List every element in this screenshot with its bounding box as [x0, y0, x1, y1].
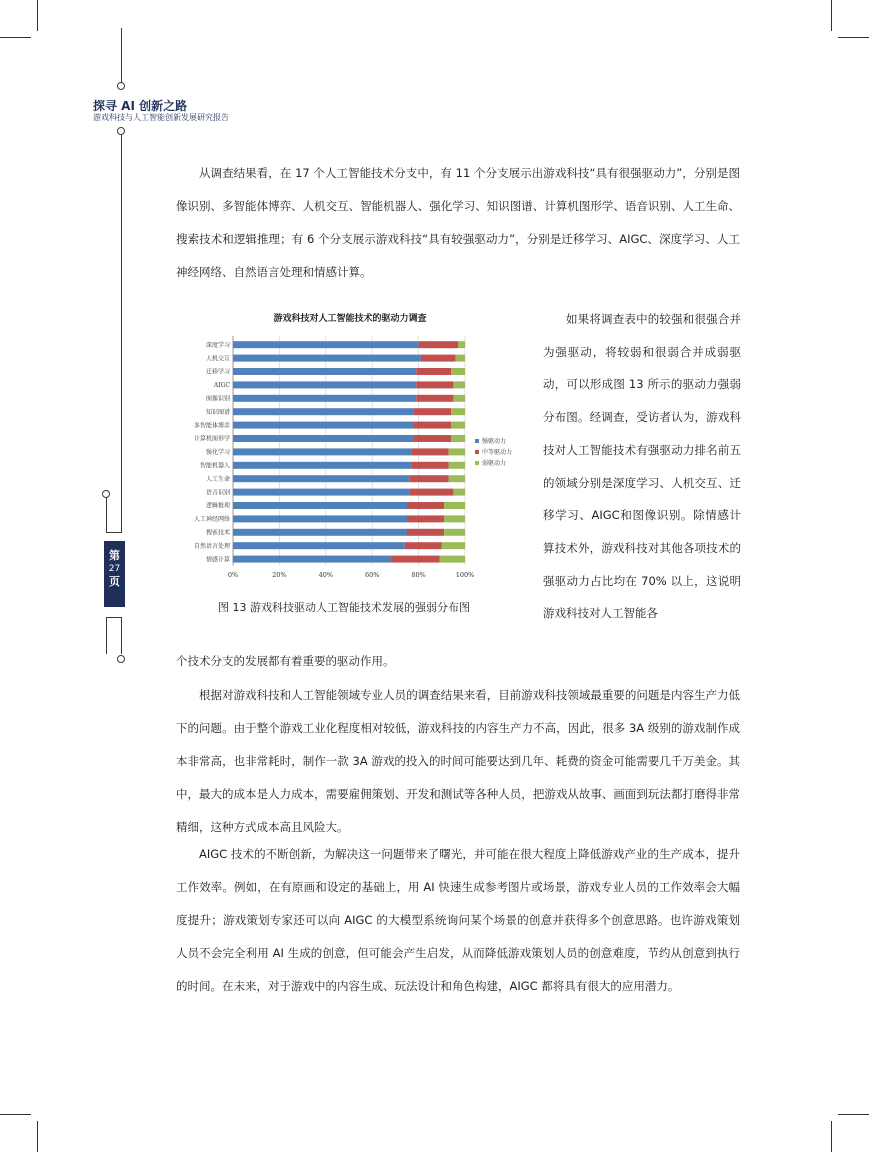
crop-mark: [37, 1121, 38, 1152]
category-label: 图像识别: [205, 395, 230, 403]
crop-mark: [37, 0, 38, 31]
bar-segment: [405, 542, 442, 549]
margin-rule: [106, 617, 107, 654]
chart-x-ticks: [228, 571, 474, 579]
category-label: 搜索技术: [205, 529, 230, 537]
bar-segment: [407, 502, 444, 509]
chart-category-labels: [194, 341, 230, 563]
bar-segment: [421, 355, 456, 362]
x-tick-label: 100%: [455, 570, 475, 579]
bar-segment: [416, 395, 453, 402]
bar-segment: [233, 489, 409, 496]
category-label: 知识图谱: [205, 408, 230, 416]
category-label: 多智能体博弈: [193, 422, 230, 430]
bar-segment: [444, 502, 465, 509]
category-label: 迁移学习: [205, 368, 230, 376]
bar-segment: [444, 529, 465, 536]
bar-segment: [233, 355, 421, 362]
bar-segment: [458, 341, 465, 348]
chart-bars: [233, 341, 465, 562]
crop-mark: [838, 37, 869, 38]
bar-segment: [233, 515, 407, 522]
bar-segment: [453, 395, 465, 402]
margin-rule: [121, 135, 122, 532]
page-label-top: 第: [109, 549, 120, 562]
margin-dot: [117, 655, 125, 663]
bar-segment: [233, 542, 405, 549]
margin-rule: [121, 28, 122, 83]
bar-segment: [233, 475, 409, 482]
category-label: 强化学习: [205, 449, 230, 457]
bar-segment: [412, 448, 449, 455]
bar-segment: [233, 422, 414, 429]
margin-dot: [102, 490, 110, 498]
legend-label: 中等驱动力: [482, 449, 513, 456]
chart-legend: [475, 437, 512, 467]
paragraph-2-continued: 个技术分支的发展都有着重要的驱动作用。: [176, 654, 395, 668]
bar-segment: [391, 556, 440, 563]
bar-segment: [233, 381, 416, 388]
bar-segment: [439, 556, 465, 563]
legend-swatch: [475, 461, 479, 465]
stacked-bar-chart: [185, 303, 530, 585]
x-tick-label: 80%: [411, 570, 426, 579]
bar-segment: [414, 422, 451, 429]
bar-segment: [407, 515, 444, 522]
side-paragraph: 如果将调查表中的较强和很强合并为强驱动，将较弱和很弱合并成弱驱动，可以形成图 13 所示的驱动力强弱分布图。经调查，受访者认为，游戏科技对人工智能技术有强驱动力排名前五的领域分别是深度学习、人机交互、迁移学习、AIGC和图像识别。除情感计算技术外，游戏科技对其他各项技术的强驱动力占比均在 70% 以上，这说明游戏科技对人工智能各: [543, 312, 741, 621]
report-title: 探寻 AI 创新之路: [93, 99, 188, 113]
bar-segment: [453, 381, 465, 388]
chart-title: 游戏科技对人工智能技术的驱动力调查: [273, 314, 427, 324]
bar-segment: [414, 408, 451, 415]
bar-segment: [453, 489, 465, 496]
category-label: 深度学习: [205, 341, 230, 349]
bar-segment: [416, 381, 453, 388]
bar-segment: [233, 502, 407, 509]
category-label: 人工生命: [205, 475, 230, 483]
bar-segment: [233, 529, 407, 536]
legend-swatch: [475, 450, 479, 454]
bar-segment: [233, 408, 414, 415]
category-label: AIGC: [213, 382, 230, 390]
figure-caption: 图 13 游戏科技驱动人工智能技术发展的强弱分布图: [218, 601, 470, 614]
bar-segment: [233, 556, 391, 563]
margin-rule: [106, 532, 122, 533]
bar-segment: [233, 341, 419, 348]
bar-segment: [416, 368, 451, 375]
category-label: 计算机图形学: [193, 435, 230, 443]
legend-label: 弱驱动力: [482, 460, 507, 467]
bar-segment: [233, 448, 412, 455]
crop-mark: [0, 1114, 31, 1115]
category-label: 情感计算: [205, 556, 230, 564]
paragraph-3: 根据对游戏科技和人工智能领域专业人员的调查结果来看，目前游戏科技领域最重要的问题是内容生产力低下的问题。由于整个游戏工业化程度相对较低，游戏科技的内容生产力不高，因此，很多 3A 级别的游戏制作成本非常高，也非常耗时，制作一款 3A 游戏的投入的时间可能要达到几年、耗费的资金可能需要几千万美金。其中，最大的成本是人力成本，需要雇佣策划、开发和测试等各种人员，把游戏从故事、画面到玩法都打磨得非常精细，这种方式成本高且风险大。: [176, 688, 740, 834]
bar-segment: [419, 341, 458, 348]
x-tick-label: 40%: [318, 570, 334, 579]
margin-rule: [106, 617, 122, 618]
margin-rule: [121, 617, 122, 654]
bar-segment: [451, 368, 465, 375]
bar-segment: [449, 448, 465, 455]
page-number-tab: [104, 541, 125, 607]
crop-mark: [838, 1114, 869, 1115]
category-label: 自然语言处理: [193, 542, 230, 550]
crop-mark: [831, 0, 832, 31]
bar-segment: [233, 395, 416, 402]
bar-segment: [412, 462, 449, 469]
paragraph-1: 从调查结果看，在 17 个人工智能技术分支中，有 11 个分支展示出游戏科技“具有很强驱动力”，分别是图像识别、多智能体博弈、人机交互、智能机器人、强化学习、知识图谱、计算机图形学、语音识别、人工生命、搜索技术和逻辑推理；有 6 个分支展示游戏科技“具有较强驱动力”，分别是迁移学习、AIGC、深度学习、人工神经网络、自然语言处理和情感计算。: [176, 166, 740, 279]
bar-segment: [444, 515, 465, 522]
page-number: 27: [108, 564, 121, 574]
category-label: 语音识别: [205, 489, 230, 497]
x-tick-label: 0%: [227, 570, 239, 579]
legend-swatch: [475, 439, 479, 443]
report-subtitle: 游戏科技与人工智能创新发展研究报告: [93, 113, 229, 122]
x-tick-label: 20%: [272, 570, 287, 579]
margin-dot: [117, 127, 125, 135]
margin-dot: [117, 82, 125, 90]
page-label-bottom: 页: [109, 575, 120, 588]
crop-mark: [0, 37, 31, 38]
margin-rule: [106, 496, 107, 533]
bar-segment: [451, 435, 465, 442]
paragraph-4: AIGC 技术的不断创新，为解决这一问题带来了曙光，并可能在很大程度上降低游戏产业的生产成本，提升工作效率。例如，在有原画和设定的基础上，用 AI 快速生成参考图片或场景，游戏专业人员的工作效率会大幅度提升；游戏策划专家还可以向 AIGC 的大模型系统询问某个场景的创意并获得多个创意思路。也许游戏策划人员不会完全利用 AI 生成的创意，但可能会产生启发，从而降低游戏策划人员的创意难度，节约从创意到执行的时间。在未来，对于游戏中的内容生成、玩法设计和角色构建，AIGC 都将具有很大的应用潜力。: [176, 847, 740, 993]
bar-segment: [409, 489, 453, 496]
bar-segment: [449, 462, 465, 469]
category-label: 智能机器人: [199, 462, 230, 470]
bar-segment: [451, 408, 465, 415]
x-tick-label: 60%: [364, 570, 380, 579]
bar-segment: [456, 355, 465, 362]
bar-segment: [451, 422, 465, 429]
category-label: 逻辑推理: [205, 502, 230, 510]
bar-segment: [409, 475, 448, 482]
legend-label: 强驱动力: [482, 438, 507, 445]
category-label: 人机交互: [205, 355, 230, 363]
bar-segment: [414, 435, 451, 442]
category-label: 人工神经网络: [193, 516, 230, 524]
bar-segment: [233, 368, 416, 375]
bar-segment: [233, 435, 414, 442]
bar-segment: [442, 542, 465, 549]
bar-segment: [449, 475, 465, 482]
crop-mark: [831, 1121, 832, 1152]
bar-segment: [233, 462, 412, 469]
bar-segment: [407, 529, 444, 536]
